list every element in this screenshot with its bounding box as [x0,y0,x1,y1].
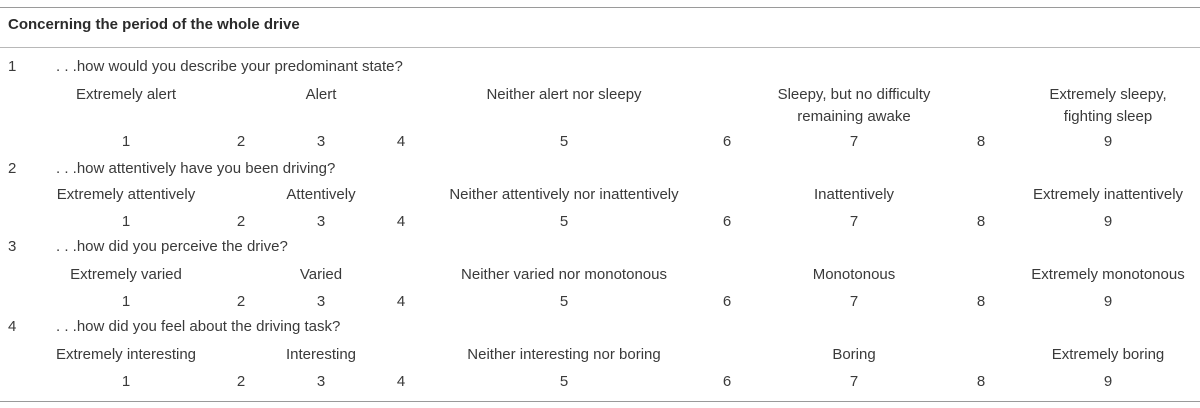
scale-value-6: 6 [722,373,732,390]
scale-value-7: 7 [849,293,859,310]
anchor-label-3: Attentively [286,186,356,203]
question-number: 1 [8,58,17,75]
scale-value-4: 4 [396,133,406,150]
scale-value-8: 8 [976,133,986,150]
scale-value-7: 7 [849,373,859,390]
table-bottom-rule [0,401,1200,402]
scale-value-9: 9 [1103,133,1113,150]
anchor-label-5: Neither varied nor monotonous [461,266,667,283]
anchor-label-9: Extremely inattentively [1032,186,1184,203]
scale-value-2: 2 [236,213,246,230]
anchor-label-7 [778,84,931,128]
anchor-label-7: Boring [832,346,876,363]
scale-value-5: 5 [559,133,569,150]
anchor-label-1: Extremely varied [70,266,182,283]
anchor-label-1: Extremely interesting [55,346,197,363]
table-header: Concerning the period of the whole drive [8,16,300,33]
scale-value-6: 6 [722,213,732,230]
anchor-label-9: Extremely boring [1051,346,1165,363]
question-text: . . .how did you perceive the drive? [56,238,288,255]
scale-value-4: 4 [396,293,406,310]
scale-value-9: 9 [1103,373,1113,390]
scale-value-2: 2 [236,293,246,310]
anchor-label-1: Extremely alert [75,86,177,103]
scale-value-2: 2 [236,373,246,390]
question-number: 3 [8,238,17,255]
scale-value-2: 2 [236,133,246,150]
question-text: . . .how would you describe your predominant state? [56,58,403,75]
scale-value-5: 5 [559,373,569,390]
anchor-label-7: Inattentively [813,186,895,203]
anchor-label-9: Extremely monotonous [1031,266,1185,283]
scale-value-9: 9 [1103,293,1113,310]
anchor-label-1: Extremely attentively [56,186,196,203]
anchor-label-7-line1: Sleepy, but no difficulty [777,86,931,103]
scale-value-1: 1 [121,213,131,230]
scale-value-1: 1 [121,133,131,150]
header-divider [0,47,1200,48]
anchor-label-7-line2: remaining awake [797,108,911,125]
scale-value-8: 8 [976,373,986,390]
scale-value-5: 5 [559,213,569,230]
scale-value-7: 7 [849,213,859,230]
question-text: . . .how did you feel about the driving task? [56,318,341,335]
anchor-label-9-line2: fighting sleep [1063,108,1153,125]
scale-value-8: 8 [976,213,986,230]
scale-value-1: 1 [121,373,131,390]
scale-value-9: 9 [1103,213,1113,230]
anchor-label-5: Neither attentively nor inattentively [449,186,679,203]
scale-value-8: 8 [976,293,986,310]
anchor-label-9-line1: Extremely sleepy, [1049,86,1167,103]
scale-value-3: 3 [316,133,326,150]
question-number: 2 [8,160,17,177]
anchor-label-9 [1049,84,1166,128]
scale-value-3: 3 [316,293,326,310]
scale-value-5: 5 [559,293,569,310]
scale-value-4: 4 [396,213,406,230]
table-top-rule [0,7,1200,8]
scale-value-7: 7 [849,133,859,150]
scale-value-4: 4 [396,373,406,390]
anchor-label-7: Monotonous [812,266,896,283]
anchor-label-5: Neither interesting nor boring [467,346,661,363]
question-text: . . .how attentively have you been driving? [56,160,336,177]
scale-value-6: 6 [722,133,732,150]
anchor-label-3: Varied [299,266,343,283]
scale-value-1: 1 [121,293,131,310]
anchor-label-3: Alert [305,86,337,103]
anchor-label-5: Neither alert nor sleepy [486,86,642,103]
scale-value-3: 3 [316,373,326,390]
scale-value-6: 6 [722,293,732,310]
scale-value-3: 3 [316,213,326,230]
question-number: 4 [8,318,17,335]
anchor-label-3: Interesting [285,346,357,363]
